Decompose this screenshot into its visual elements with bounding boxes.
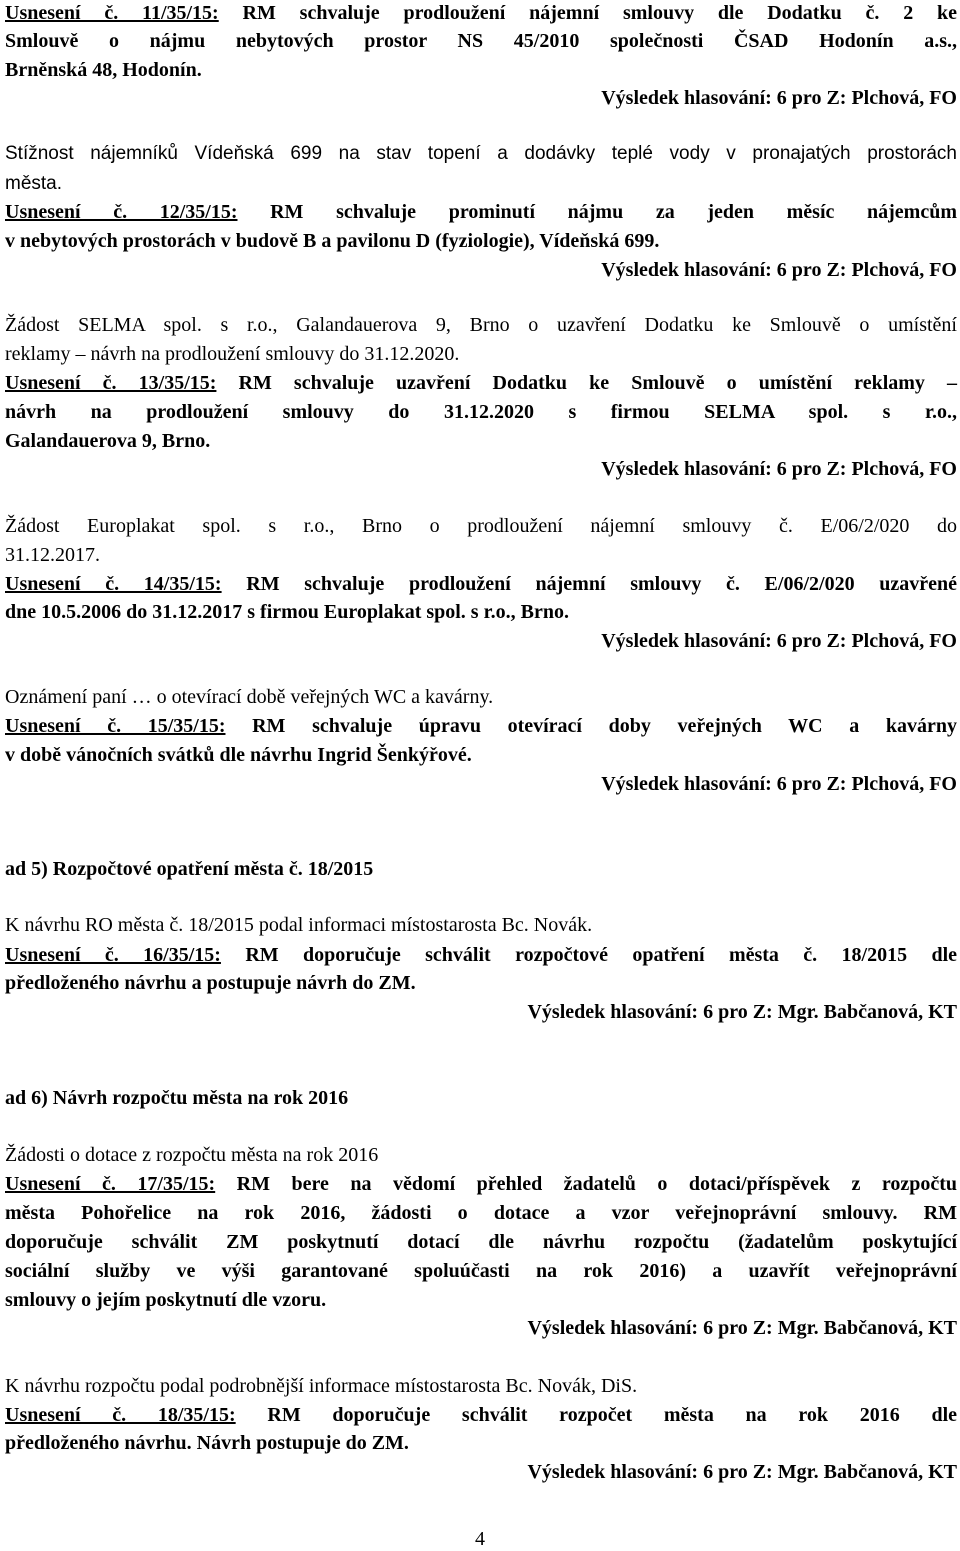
vote-result: Výsledek hlasování: 6 pro Z: Plchová, FO: [601, 87, 957, 109]
resolution-18-line-2: předloženého návrhu. Návrh postupuje do ZM.: [5, 1432, 409, 1454]
intro-text: reklamy – návrh na prodloužení smlouvy do 31.12.2020.: [5, 343, 460, 365]
resolution-16-line-1: [5, 943, 957, 967]
section-heading: ad 6) Návrh rozpočtu města na rok 2016: [5, 1087, 349, 1109]
resolution-17-line-4: sociální služby ve výši garantované spoluúčasti na rok 2016) a uzavřít veřejnoprávní: [5, 1260, 957, 1282]
resolution-16-line-2: předloženého návrhu a postupuje návrh do ZM.: [5, 972, 416, 994]
resolution-15-line-2: v době vánočních svátků dle návrhu Ingrid Šenkýřové.: [5, 744, 472, 766]
resolution-label: Usnesení č. 18/35/15:: [5, 1404, 236, 1426]
resolution-12-line-2: v nebytových prostorách v budově B a pavilonu D (fyziologie), Vídeňská 699.: [5, 230, 660, 252]
intro-text: Oznámení paní … o otevírací době veřejných WC a kavárny.: [5, 686, 494, 708]
resolution-11-line-3: Brněnská 48, Hodonín.: [5, 59, 202, 81]
page-number: 4: [475, 1528, 485, 1550]
resolution-13-line-1: [5, 371, 957, 395]
intro-text: Žádost SELMA spol. s r.o., Galandauerova 9, Brno o uzavření Dodatku ke Smlouvě o umístění: [5, 314, 957, 336]
vote-result: Výsledek hlasování: 6 pro Z: Plchová, FO: [601, 458, 957, 480]
intro-text: Žádosti o dotace z rozpočtu města na rok 2016: [5, 1144, 379, 1166]
resolution-text: RM bere na vědomí přehled žadatelů o dotaci/příspěvek z rozpočtu: [215, 1173, 957, 1195]
vote-result: Výsledek hlasování: 6 pro Z: Mgr. Babčanová, KT: [527, 1001, 957, 1023]
resolution-text: RM schvaluje úpravu otevírací doby veřejných WC a kavárny: [225, 715, 957, 737]
vote-result: Výsledek hlasování: 6 pro Z: Mgr. Babčanová, KT: [527, 1461, 957, 1483]
resolution-14-line-1: [5, 572, 957, 596]
resolution-11-line-2: Smlouvě o nájmu nebytových prostor NS 45/2010 společnosti ČSAD Hodonín a.s.,: [5, 30, 957, 52]
resolution-11-line-1: [5, 1, 957, 25]
resolution-text: RM schvaluje prominutí nájmu za jeden měsíc nájemcům: [237, 201, 957, 223]
intro-text: města.: [5, 173, 63, 194]
resolution-text: RM schvaluje prodloužení nájemní smlouvy dle Dodatku č. 2 ke: [218, 2, 957, 24]
intro-text: K návrhu RO města č. 18/2015 podal informaci místostarosta Bc. Novák.: [5, 914, 593, 936]
resolution-label: Usnesení č. 14/35/15:: [5, 573, 222, 595]
resolution-14-line-2: dne 10.5.2006 do 31.12.2017 s firmou Europlakat spol. s r.o., Brno.: [5, 601, 569, 623]
vote-result: Výsledek hlasování: 6 pro Z: Plchová, FO: [601, 259, 957, 281]
vote-result: Výsledek hlasování: 6 pro Z: Plchová, FO: [601, 630, 957, 652]
resolution-text: RM schvaluje prodloužení nájemní smlouvy č. E/06/2/020 uzavřené: [221, 573, 958, 595]
resolution-17-line-3: doporučuje schválit ZM poskytnutí dotací dle návrhu rozpočtu (žadatelům poskytující: [5, 1231, 957, 1253]
resolution-label: Usnesení č. 15/35/15:: [5, 715, 226, 737]
resolution-text: RM doporučuje schválit rozpočtové opatření města č. 18/2015 dle: [220, 944, 958, 966]
resolution-15-line-1: [5, 714, 957, 738]
resolution-12-line-1: [5, 200, 957, 224]
section-heading: ad 5) Rozpočtové opatření města č. 18/2015: [5, 858, 374, 880]
vote-result: Výsledek hlasování: 6 pro Z: Mgr. Babčanová, KT: [527, 1317, 957, 1339]
intro-text: K návrhu rozpočtu podal podrobnější informace místostarosta Bc. Novák, DiS.: [5, 1375, 638, 1397]
resolution-13-line-2: návrh na prodloužení smlouvy do 31.12.2020 s firmou SELMA spol. s r.o.,: [5, 401, 957, 423]
intro-text: Stížnost nájemníků Vídeňská 699 na stav topení a dodávky teplé vody v pronajatých prostorách: [5, 143, 957, 164]
resolution-17-line-2: města Pohořelice na rok 2016, žádosti o dotace a vzor veřejnoprávní smlouvy. RM: [5, 1202, 957, 1224]
intro-text: 31.12.2017.: [5, 544, 100, 566]
resolution-17-line-1: [5, 1172, 957, 1196]
resolution-text: RM doporučuje schválit rozpočet města na rok 2016 dle: [235, 1404, 958, 1426]
resolution-label: Usnesení č. 16/35/15:: [5, 944, 221, 966]
resolution-label: Usnesení č. 17/35/15:: [5, 1173, 216, 1195]
resolution-label: Usnesení č. 12/35/15:: [5, 201, 238, 223]
resolution-13-line-3: Galandauerova 9, Brno.: [5, 430, 211, 452]
resolution-text: RM schvaluje uzavření Dodatku ke Smlouvě o umístění reklamy –: [216, 372, 958, 394]
vote-result: Výsledek hlasování: 6 pro Z: Plchová, FO: [601, 773, 957, 795]
intro-text: Žádost Europlakat spol. s r.o., Brno o prodloužení nájemní smlouvy č. E/06/2/020 do: [5, 515, 957, 537]
resolution-label: Usnesení č. 11/35/15:: [5, 2, 219, 24]
resolution-18-line-1: [5, 1403, 957, 1427]
resolution-17-line-5: smlouvy o jejím poskytnutí dle vzoru.: [5, 1289, 327, 1311]
resolution-label: Usnesení č. 13/35/15:: [5, 372, 217, 394]
